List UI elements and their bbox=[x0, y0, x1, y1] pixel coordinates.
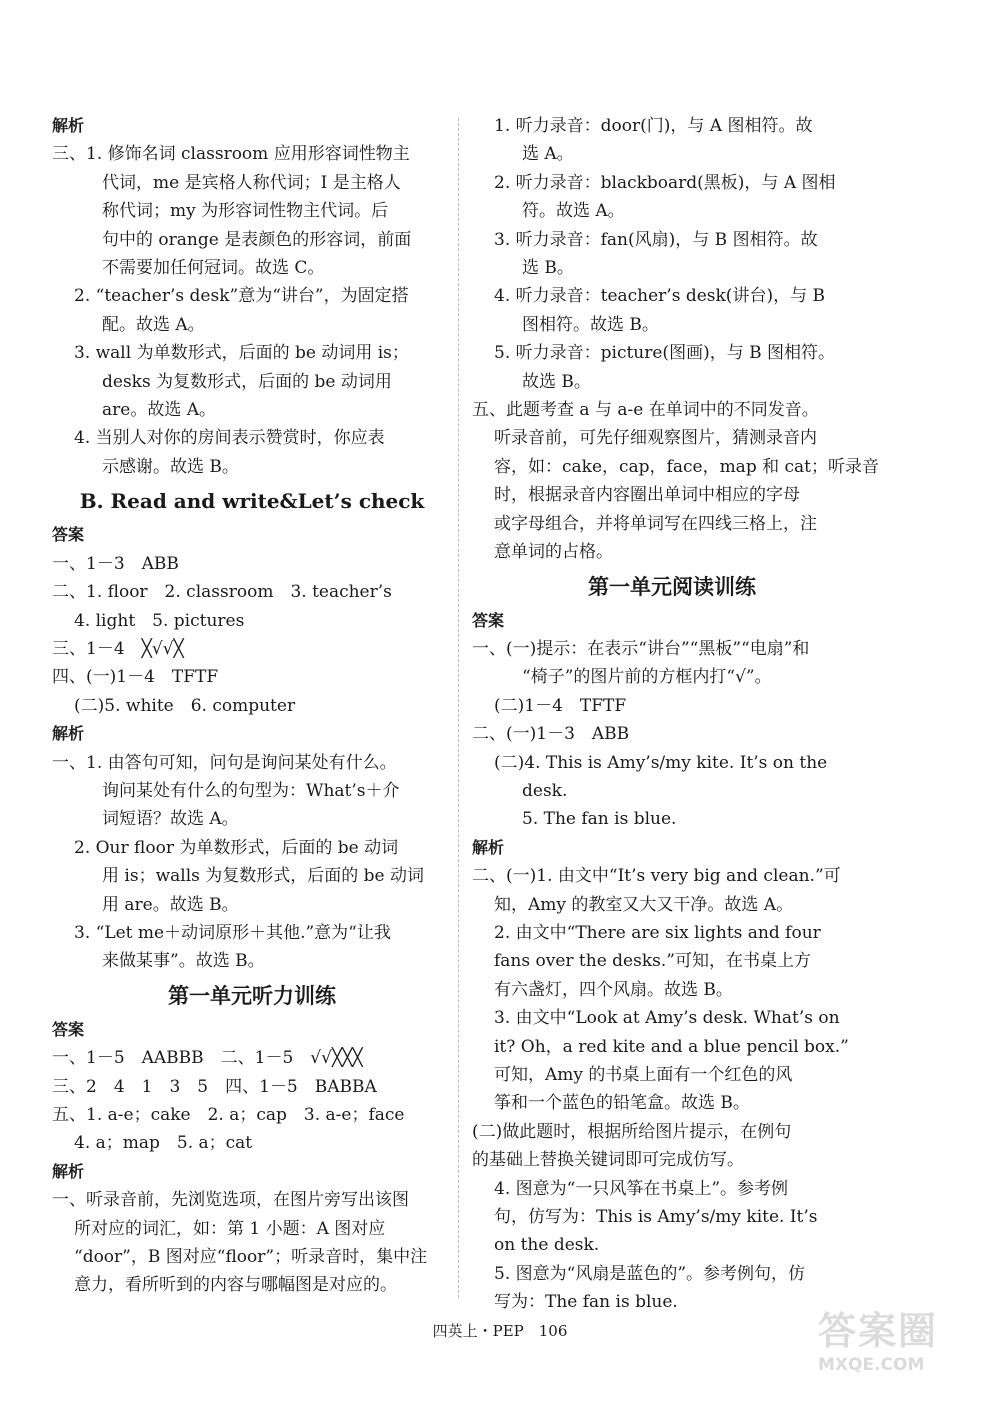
text-line: 句中的 orange 是表颜色的形容词，前面 bbox=[102, 229, 412, 250]
text-line: 示感谢。故选 B。 bbox=[102, 456, 239, 477]
section-heading: 答案 bbox=[472, 610, 505, 630]
text-line: 容，如：cake，cap，face，map 和 cat；听录音 bbox=[494, 456, 879, 477]
text-line: “door”，B 图对应“floor”；听录音时，集中注 bbox=[74, 1247, 428, 1268]
text-line: 3. 由文中“Look at Amy’s desk. What’s on bbox=[494, 1008, 840, 1029]
text-line: 选 A。 bbox=[522, 144, 574, 165]
text-line: 时，根据录音内容圈出单词中相应的字母 bbox=[494, 485, 800, 506]
text-line: 一、1－3 ABB bbox=[52, 553, 179, 574]
text-line: 三、2 4 1 3 5 四、1－5 BABBA bbox=[52, 1076, 377, 1097]
text-line: 来做某事”。故选 B。 bbox=[102, 951, 265, 972]
text-line: 或字母组合，并将单词写在四线三格上，注 bbox=[494, 513, 817, 534]
section-heading: 解析 bbox=[52, 116, 85, 135]
text-line: (二)5. white 6. computer bbox=[74, 695, 296, 716]
text-line: 配。故选 A。 bbox=[102, 314, 205, 335]
text-line: 二、1. floor 2. classroom 3. teacher’s bbox=[52, 582, 392, 603]
watermark-logo bbox=[818, 1300, 978, 1390]
left-column bbox=[52, 112, 452, 1300]
text-line: 五、此题考查 a 与 a-e 在单词中的不同发音。 bbox=[472, 400, 819, 421]
text-line: 一、1－5 AABBB 二、1－5 √√╳╳╳ bbox=[52, 1048, 363, 1069]
watermark-url: MXQE.COM bbox=[818, 1355, 925, 1375]
section-heading: 解析 bbox=[472, 837, 505, 857]
text-line: 图相符。故选 B。 bbox=[522, 314, 659, 335]
text-line: 5. The fan is blue. bbox=[522, 809, 677, 830]
text-line: 五、1. a-e；cake 2. a；cap 3. a-e；face bbox=[52, 1105, 405, 1125]
text-line: 词短语？故选 A。 bbox=[102, 809, 239, 830]
text-line: (二)4. This is Amy’s/my kite. It’s on the bbox=[494, 752, 828, 773]
text-line: 三、1. 修饰名词 classroom 应用形容词性物主 bbox=[52, 144, 410, 165]
text-line: 二、(一)1－3 ABB bbox=[472, 724, 630, 745]
text-line: 写为：The fan is blue. bbox=[494, 1292, 678, 1313]
text-line: 称代词；my 为形容词性物主代词。后 bbox=[102, 201, 389, 222]
text-line: are。故选 A。 bbox=[102, 400, 217, 421]
section-heading: 解析 bbox=[52, 1161, 85, 1181]
text-line: 用 is；walls 为复数形式，后面的 be 动词 bbox=[102, 866, 425, 887]
text-line: 一、听录音前，先浏览选项，在图片旁写出该图 bbox=[52, 1190, 409, 1211]
text-line: on the desk. bbox=[494, 1235, 600, 1256]
text-line: 2. 由文中“There are six lights and four bbox=[494, 922, 821, 943]
text-line: 4. light 5. pictures bbox=[74, 610, 245, 631]
text-line: fans over the desks.”可知，在书桌上方 bbox=[494, 951, 811, 972]
text-line: 5. 图意为“风扇是蓝色的”。参考例句，仿 bbox=[494, 1263, 806, 1284]
text-line: 用 are。故选 B。 bbox=[102, 894, 239, 915]
text-line: 四、(一)1－4 TFTF bbox=[52, 667, 219, 688]
text-line: 1. 听力录音：door(门)，与 A 图相符。故 bbox=[494, 116, 813, 136]
section-heading: 答案 bbox=[52, 1019, 85, 1039]
text-line: 意力，看所听到的内容与哪幅图是对应的。 bbox=[74, 1275, 397, 1296]
text-line: 不需要加任何冠词。故选 C。 bbox=[102, 258, 325, 279]
text-line: 可知，Amy 的书桌上面有一个红色的风 bbox=[494, 1065, 793, 1085]
text-line: 3. “Let me＋动词原形＋其他.”意为“让我 bbox=[74, 922, 391, 943]
text-line: desk. bbox=[522, 780, 568, 801]
text-line: 筝和一个蓝色的铅笔盒。故选 B。 bbox=[494, 1093, 750, 1114]
page-footer: 四英上・PEP 106 bbox=[432, 1322, 568, 1340]
text-line: 二、(一)1. 由文中“It’s very big and clean.”可 bbox=[472, 866, 841, 887]
text-line: 一、(一)提示：在表示“讲台”“黑板”“电扇”和 bbox=[472, 638, 810, 659]
section-title: B. Read and write&Let’s check bbox=[79, 489, 425, 514]
text-line: 一、1. 由答句可知，问句是询问某处有什么。 bbox=[52, 752, 397, 773]
text-line: 知，Amy 的教室又大又干净。故选 A。 bbox=[494, 894, 794, 915]
watermark-text: 答案圈 bbox=[818, 1309, 939, 1353]
text-line: 听录音前，可先仔细观察图片，猜测录音内 bbox=[494, 428, 817, 449]
text-line: 3. 听力录音：fan(风扇)，与 B 图相符。故 bbox=[494, 229, 818, 250]
text-line: 4. 图意为“一只风筝在书桌上”。参考例 bbox=[494, 1178, 789, 1199]
text-line: 有六盏灯，四个风扇。故选 B。 bbox=[494, 979, 733, 1000]
text-line: 符。故选 A。 bbox=[522, 201, 625, 222]
text-line: desks 为复数形式，后面的 be 动词用 bbox=[102, 371, 392, 392]
text-line: (二)1－4 TFTF bbox=[494, 695, 627, 716]
section-heading: 解析 bbox=[52, 724, 85, 744]
text-line: 意单词的占格。 bbox=[494, 542, 613, 563]
text-line: 故选 B。 bbox=[522, 371, 591, 392]
column-divider bbox=[458, 118, 459, 1298]
text-line: 4. 当别人对你的房间表示赞赏时，你应表 bbox=[74, 428, 385, 449]
text-line: 三、1－4 ╳√√╳ bbox=[52, 638, 184, 659]
text-line: 2. Our floor 为单数形式，后面的 be 动词 bbox=[74, 837, 399, 858]
text-line: it? Oh，a red kite and a blue pencil box.” bbox=[494, 1036, 849, 1057]
section-title: 第一单元听力训练 bbox=[168, 983, 336, 1008]
text-line: 询问某处有什么的句型为：What’s＋介 bbox=[102, 780, 400, 801]
text-line: (二)做此题时，根据所给图片提示，在例句 bbox=[472, 1121, 792, 1142]
section-title: 第一单元阅读训练 bbox=[588, 574, 756, 599]
text-line: 4. a；map 5. a；cat bbox=[74, 1133, 253, 1154]
text-line: 选 B。 bbox=[522, 258, 574, 279]
section-heading: 答案 bbox=[52, 525, 85, 545]
text-line: 3. wall 为单数形式，后面的 be 动词用 is； bbox=[74, 343, 409, 364]
text-line: 句，仿写为：This is Amy’s/my kite. It’s bbox=[494, 1207, 818, 1228]
text-line: 代词，me 是宾格人称代词；I 是主格人 bbox=[102, 172, 401, 193]
text-line: 所对应的词汇，如：第 1 小题：A 图对应 bbox=[74, 1218, 386, 1239]
text-line: “椅子”的图片前的方框内打“√”。 bbox=[522, 667, 772, 688]
right-column bbox=[472, 112, 879, 1317]
text-line: 5. 听力录音：picture(图画)，与 B 图相符。 bbox=[494, 343, 835, 364]
text-line: 4. 听力录音：teacher’s desk(讲台)，与 B bbox=[494, 286, 825, 307]
text-line: 的基础上替换关键词即可完成仿写。 bbox=[472, 1150, 744, 1171]
text-line: 2. 听力录音：blackboard(黑板)，与 A 图相 bbox=[494, 172, 836, 193]
text-line: 2. “teacher’s desk”意为“讲台”，为固定搭 bbox=[74, 286, 409, 307]
